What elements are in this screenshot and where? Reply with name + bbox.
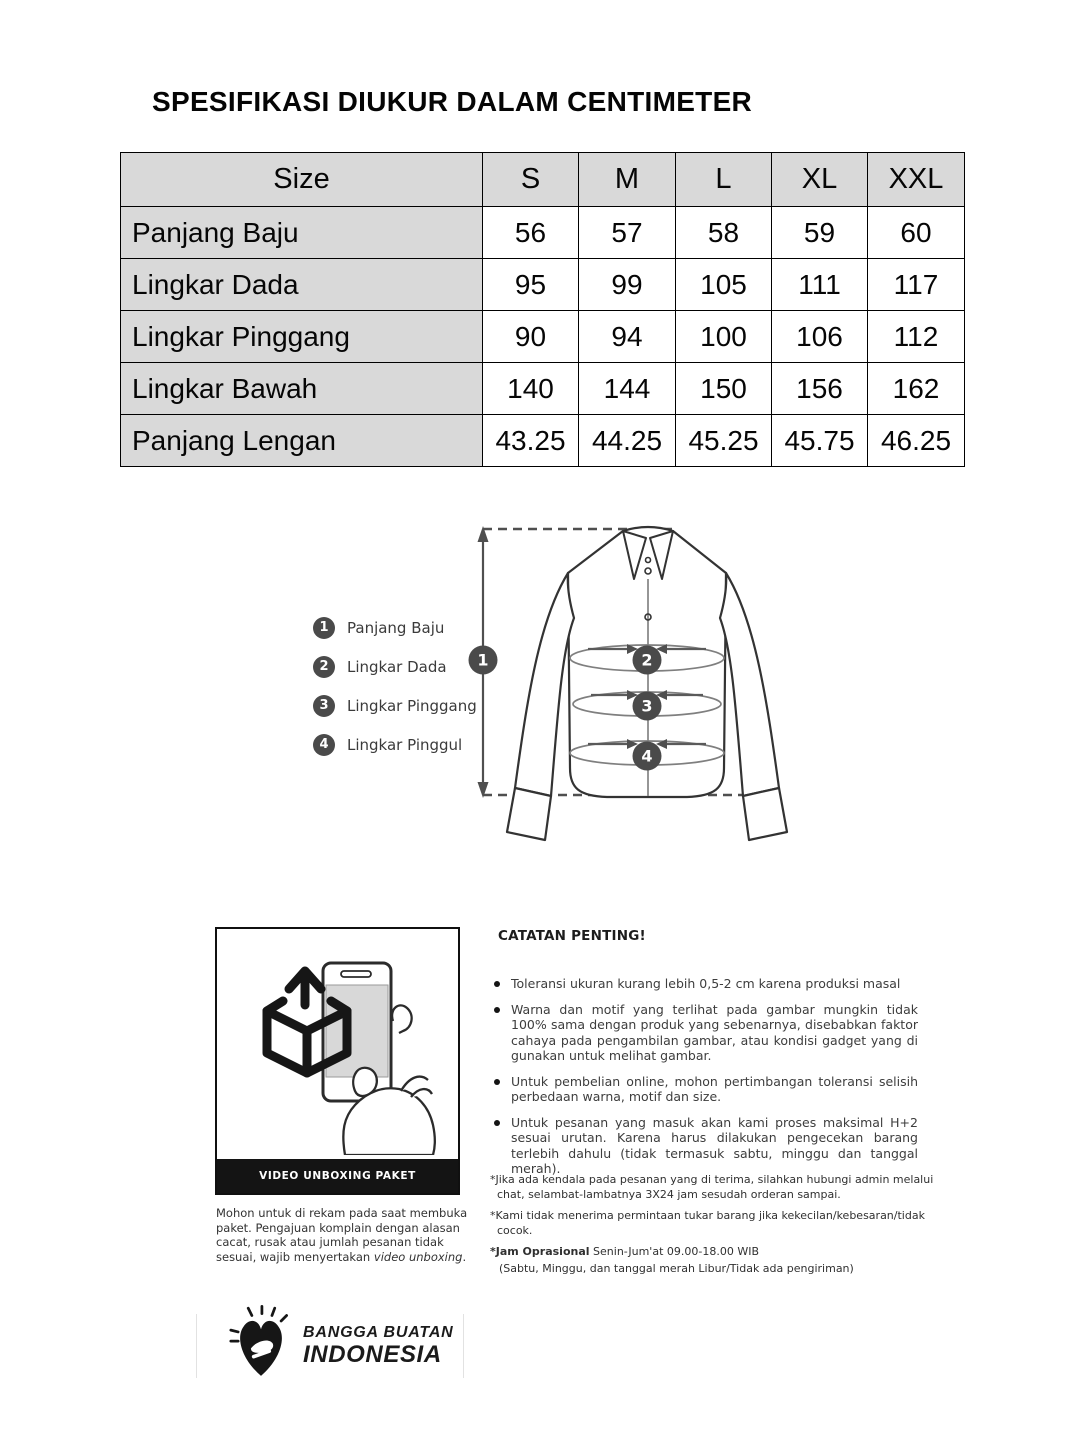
cell-value: 106 <box>772 311 868 363</box>
cell-value: 46.25 <box>868 415 965 467</box>
cell-value: 58 <box>676 207 772 259</box>
cell-value: 105 <box>676 259 772 311</box>
footnotes <box>490 1172 960 1282</box>
note-text: Warna dan motif yang terlihat pada gambar mungkin tidak 100% sama dengan produk yang sebenarnya, disebabkan faktor cahaya pada pengambilan gambar, atau kondisi gadget yang di gunakan untuk melihat gambar. <box>511 1001 918 1063</box>
table-row <box>121 259 965 311</box>
legend-item <box>313 656 477 678</box>
left-sleeve <box>515 573 574 796</box>
col-header-xl: XL <box>772 153 868 207</box>
legend-item <box>313 617 477 639</box>
cell-value: 45.75 <box>772 415 868 467</box>
unboxing-note <box>216 1206 478 1264</box>
note-text: Untuk pembelian online, mohon pertimbangan toleransi selisih perbedaan warna, motif dan size. <box>511 1073 918 1104</box>
brand-line1: BANGGA BUATAN <box>303 1324 454 1341</box>
unboxing-note-text: Mohon untuk di rekam pada saat membuka paket. Pengajuan komplain dengan alasan cacat, rusak atau jumlah pesanan tidak sesuai, wajib menyertakan <box>216 1206 468 1264</box>
cell-value: 43.25 <box>483 415 579 467</box>
measurement-diagram <box>0 500 1080 880</box>
col-header-m: M <box>579 153 676 207</box>
cell-value: 150 <box>676 363 772 415</box>
unboxing-caption: VIDEO UNBOXING PAKET <box>217 1159 458 1193</box>
heart-fist-icon <box>229 1304 293 1380</box>
col-header-xxl: XXL <box>868 153 965 207</box>
page-title: SPESIFIKASI DIUKUR DALAM CENTIMETER <box>152 86 753 117</box>
cell-value: 112 <box>868 311 965 363</box>
legend-marker-1: 1 <box>313 617 335 639</box>
cell-value: 95 <box>483 259 579 311</box>
row-label: Lingkar Dada <box>121 259 483 311</box>
hours-label: *Jam Oprasional <box>490 1245 590 1258</box>
right-cuff <box>743 788 787 840</box>
cell-value: 44.25 <box>579 415 676 467</box>
marker-1-number: 1 <box>477 650 489 670</box>
phone-speaker <box>341 971 371 977</box>
size-table-header-row <box>121 153 965 207</box>
right-sleeve <box>720 573 779 796</box>
cell-value: 59 <box>772 207 868 259</box>
measurement-legend <box>313 617 477 773</box>
table-row <box>121 207 965 259</box>
marker-2-number: 2 <box>641 650 653 670</box>
cell-value: 144 <box>579 363 676 415</box>
cell-value: 99 <box>579 259 676 311</box>
footnote: *Kami tidak menerima permintaan tukar barang jika kekecilan/kebesaran/tidak cocok. <box>490 1209 925 1237</box>
row-label: Lingkar Pinggang <box>121 311 483 363</box>
legend-marker-3: 3 <box>313 695 335 717</box>
cell-value: 162 <box>868 363 965 415</box>
legend-marker-2: 2 <box>313 656 335 678</box>
legend-item <box>313 734 477 756</box>
cell-value: 117 <box>868 259 965 311</box>
footnote: *Jika ada kendala pada pesanan yang di terima, silahkan hubungi admin melalui chat, selambat-lambatnya 3X24 jam sesudah orderan sampai. <box>490 1173 934 1201</box>
cell-value: 56 <box>483 207 579 259</box>
row-label: Panjang Baju <box>121 207 483 259</box>
row-label: Panjang Lengan <box>121 415 483 467</box>
note-text: Untuk pesanan yang masuk akan kami proses maksimal H+2 sesuai urutan. Karena harus dilakukan pengecekan barang terlebih dahulu (tidak termasuk sabtu, minggu dan tanggal merah). <box>511 1114 918 1176</box>
cell-value: 100 <box>676 311 772 363</box>
table-row <box>121 415 965 467</box>
unboxing-note-period: . <box>462 1249 467 1264</box>
cell-value: 45.25 <box>676 415 772 467</box>
cell-value: 156 <box>772 363 868 415</box>
marker-4-number: 4 <box>641 746 653 766</box>
cell-value: 111 <box>772 259 868 311</box>
legend-label: Panjang Baju <box>347 619 445 637</box>
row-label: Lingkar Bawah <box>121 363 483 415</box>
brand-line2: INDONESIA <box>303 1340 442 1368</box>
table-row <box>121 363 965 415</box>
left-cuff <box>507 788 551 840</box>
shirt-diagram-illustration <box>455 500 800 860</box>
legend-label: Lingkar Pinggul <box>347 736 463 754</box>
footnote-hours <box>490 1244 960 1259</box>
bangga-buatan-indonesia-logo <box>196 1314 464 1378</box>
cell-value: 94 <box>579 311 676 363</box>
col-header-l: L <box>676 153 772 207</box>
table-row <box>121 311 965 363</box>
important-notes-list <box>492 976 918 1187</box>
unboxing-note-italic: video unboxing <box>373 1249 463 1264</box>
note-item <box>492 976 918 992</box>
important-notes-heading: CATATAN PENTING! <box>498 928 646 944</box>
legend-marker-4: 4 <box>313 734 335 756</box>
legend-label: Lingkar Dada <box>347 658 447 676</box>
unboxing-panel <box>215 927 460 1195</box>
size-table <box>120 152 965 467</box>
note-item <box>492 1002 918 1064</box>
note-item <box>492 1115 918 1177</box>
col-header-size: Size <box>121 153 483 207</box>
col-header-s: S <box>483 153 579 207</box>
legend-label: Lingkar Pinggang <box>347 697 477 715</box>
hours-value: Senin-Jum'at 09.00-18.00 WIB <box>589 1245 759 1258</box>
marker-3-number: 3 <box>641 696 653 716</box>
brand-text <box>303 1325 454 1367</box>
cell-value: 57 <box>579 207 676 259</box>
legend-item <box>313 695 477 717</box>
cell-value: 90 <box>483 311 579 363</box>
note-item <box>492 1074 918 1105</box>
footnote-hours-sub: (Sabtu, Minggu, dan tanggal merah Libur/Tidak ada pengiriman) <box>499 1262 854 1275</box>
note-text: Toleransi ukuran kurang lebih 0,5-2 cm karena produksi masal <box>511 976 901 991</box>
cell-value: 140 <box>483 363 579 415</box>
unboxing-illustration <box>217 929 454 1155</box>
cell-value: 60 <box>868 207 965 259</box>
